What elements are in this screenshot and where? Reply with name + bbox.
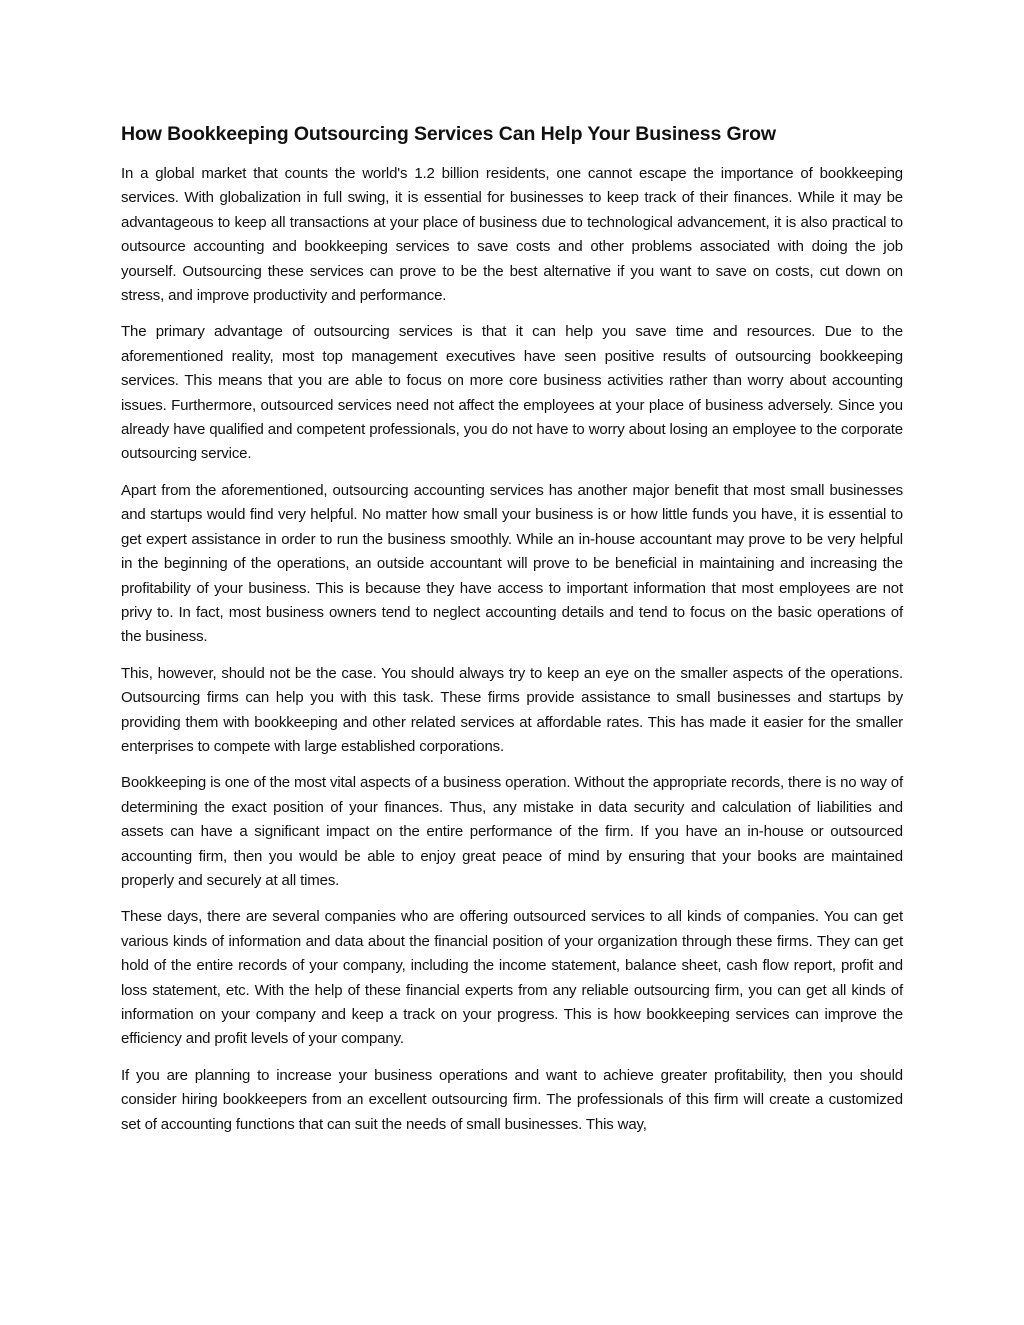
paragraph-5: Bookkeeping is one of the most vital aspects of a business operation. Without the appropriate records, there is no way of determining the exact position of your finances. Thus, any mistake in data security and calculation of liabilities and assets can have a significant impact on the entire performance of the firm. If you have an in-house or outsourced accounting firm, then you would be able to enjoy great peace of mind by ensuring that your books are maintained properly and securely at all times. bbox=[121, 774, 903, 889]
paragraph-4: This, however, should not be the case. You should always try to keep an eye on the smaller aspects of the operations. Outsourcing firms can help you with this task. These firms provide assistance to small businesses and startups by providing them with bookkeeping and other related services at affordable rates. This has made it easier for the smaller enterprises to compete with large established corporations. bbox=[121, 664, 903, 755]
paragraph-1: In a global market that counts the world's 1.2 billion residents, one cannot escape the importance of bookkeeping services. With globalization in full swing, it is essential for businesses to keep track of their finances. While it may be advantageous to keep all transactions at your place of business due to technological advancement, it is also practical to outsource accounting and bookkeeping services to save costs and other problems associated with doing the job yourself. Outsourcing these services can prove to be the best alternative if you want to save on costs, cut down on stress, and improve productivity and performance. bbox=[121, 165, 903, 305]
paragraph-2: The primary advantage of outsourcing services is that it can help you save time and resources. Due to the aforementioned reality, most top management executives have seen positive results of outsourcing bookkeeping services. This means that you are able to focus on more core business activities rather than worry about accounting issues. Furthermore, outsourced services need not affect the employees at your place of business adversely. Since you already have qualified and competent professionals, you do not have to worry about losing an employee to the corporate outsourcing service. bbox=[121, 323, 903, 463]
paragraph-6: These days, there are several companies who are offering outsourced services to all kinds of companies. You can get various kinds of information and data about the financial position of your organization through these firms. They can get hold of the entire records of your company, including the income statement, balance sheet, cash flow report, profit and loss statement, etc. With the help of these financial experts from any reliable outsourcing firm, you can get all kinds of information on your company and keep a track on your progress. This is how bookkeeping services can improve the efficiency and profit levels of your company. bbox=[121, 908, 903, 1048]
paragraph-3: Apart from the aforementioned, outsourcing accounting services has another major benefit that most small businesses and startups would find very helpful. No matter how small your business is or how little funds you have, it is essential to get expert assistance in order to run the business smoothly. While an in-house accountant may prove to be very helpful in the beginning of the operations, an outside accountant will prove to be beneficial in maintaining and increasing the profitability of your business. This is because they have access to important information that most employees are not privy to. In fact, most business owners tend to neglect accounting details and tend to focus on the basic operations of the business. bbox=[121, 481, 903, 646]
paragraph-7: If you are planning to increase your business operations and want to achieve greater profitability, then you should consider hiring bookkeepers from an excellent outsourcing firm. The professionals of this firm will create a customized set of accounting functions that can suit the needs of small businesses. This way, bbox=[121, 1066, 903, 1133]
document-page bbox=[121, 120, 903, 1149]
document-title: How Bookkeeping Outsourcing Services Can Help Your Business Grow bbox=[121, 123, 776, 145]
